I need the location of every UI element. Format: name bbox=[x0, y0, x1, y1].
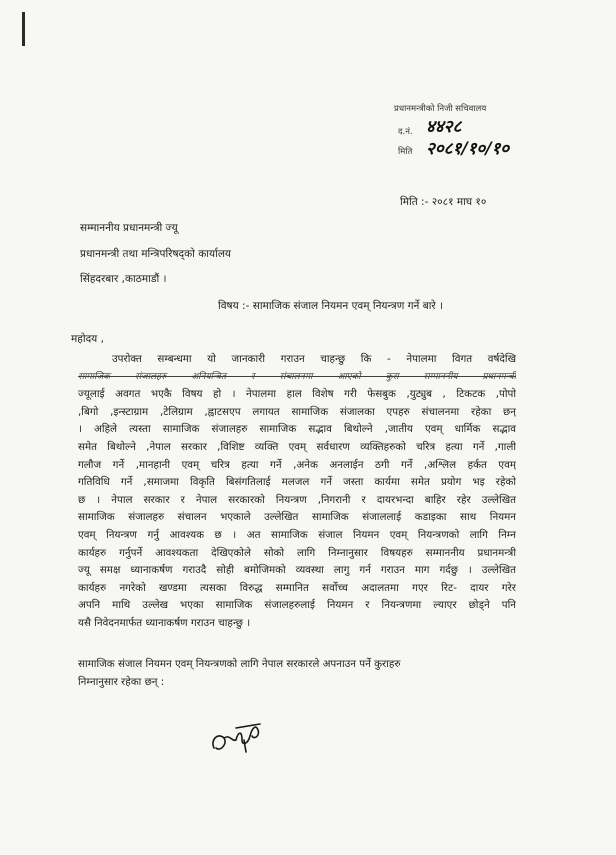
recipient-office: प्रधानमन्त्री तथा मन्त्रिपरिषद्को कार्यालय bbox=[80, 248, 232, 260]
body-line: समेत बिथोल्ने ,नेपाल सरकार ,विशिष्ट व्यक्ति एवम् सर्वधारण व्यक्तिहरुको चरित्र हत्या गर्ने ,गाली bbox=[78, 440, 516, 453]
closing-paragraph bbox=[78, 655, 516, 691]
body-line: कार्यहरु नगरेको खण्डमा त्यसका विरुद्ध सम्मानित सर्वोच्च अदालतमा गएर रिट- दायर गरेर bbox=[78, 581, 516, 594]
body-line: यसै निवेदनमार्फत ध्यानाकर्षण गराउन चाहन्छु । bbox=[78, 616, 251, 629]
body-line: ज्यूलाई अवगत भएकै विषय हो । नेपालमा हाल विशेष गरी फेसबुक ,युट्युब , टिकटक ,पोपो bbox=[78, 388, 516, 401]
body-line: उपरोक्त सम्बन्धमा यो जानकारी गराउन चाहन्छु कि - नेपालमा विगत वर्षदेखि bbox=[112, 353, 516, 365]
body-line: छ । नेपाल सरकार र नेपाल सरकारको नियन्त्रण ,निगरानी र दायरभन्दा बाहिर रहेर उल्लेखित bbox=[78, 493, 516, 506]
body-line: ज्यू समक्ष ध्यानाकर्षण गराउदै सोही बमोजिमको व्यवस्था लागु गर्न गराउन माग गर्दछु । उल्लेखित bbox=[78, 564, 516, 577]
stamp-darta-number: ४४२८ bbox=[426, 117, 462, 137]
body-line: गतिविधि गर्ने ,समाजमा विकृति बिसंगतिलाई मलजल गर्ने जस्ता कार्यमा समेत प्रयोग भइ रहेको bbox=[78, 476, 516, 489]
body-line: ,बिगो ,इन्स्टाग्राम ,टेलिग्राम ,ह्वाटसएप लगायत सामाजिक संजालका एपहरु संचालनमा रहेका छन् bbox=[78, 405, 516, 418]
body-line: अपनि माथि उल्लेख भएका सामाजिक संजालहरुलाई नियमन र नियन्त्रणमा ल्याएर छोड्ने पनि bbox=[78, 599, 516, 612]
body-line: कार्यहरु गर्नुपर्ने आवश्यकता देखिएकोले सोको लागि निम्नानुसार विषयहरु सम्माननीय प्रधानमन्त्री bbox=[78, 546, 516, 559]
body-line-struck: सामाजिक संजालहरु अनियन्त्रित र संचालनमा आएको कुरा सम्माननीय प्रधानमन्त्री bbox=[78, 371, 516, 382]
closing-line: निम्नानुसार रहेका छन् : bbox=[78, 676, 165, 688]
body-line: एवम् नियन्त्रण गर्नु आवश्यक छ । अत सामाजिक संजाल नियमन एवम् नियन्त्रणको लागि निम्न bbox=[78, 528, 516, 541]
stamp-office: प्रधानमन्त्रीको निजी सचिवालय bbox=[394, 104, 487, 114]
recipient-title: सम्माननीय प्रधानमन्त्री ज्यू bbox=[80, 222, 178, 234]
received-stamp bbox=[394, 103, 544, 161]
salutation: महोदय , bbox=[71, 333, 104, 345]
letter-body bbox=[78, 351, 516, 633]
corner-mark bbox=[22, 12, 25, 46]
handwritten-signature bbox=[208, 718, 266, 760]
body-line: सामाजिक संजालहरु संचालन भएकाले उल्लेखित सामाजिक संजाललाई कडाइका साथ नियमन bbox=[78, 511, 516, 524]
stamp-date-label: मिति bbox=[398, 147, 413, 157]
stamp-date-value: २०८१/१०/१० bbox=[426, 139, 510, 159]
recipient-address: सिंहदरबार ,काठमाडौं । bbox=[80, 273, 167, 285]
body-line: गलौज गर्ने ,मानहानी एवम् चरित्र हत्या गर्ने ,अनेक अनलाईन ठगी गर्ने ,अश्लिल हर्कत एवम् bbox=[78, 458, 516, 471]
closing-line: सामाजिक संजाल नियमन एवम् नियन्त्रणको लागि नेपाल सरकारले अपनाउन पर्ने कुराहरु bbox=[78, 658, 401, 670]
body-line: । अहिले त्यस्ता सामाजिक संजालहरु सामाजिक सद्भाव बिथोल्ने ,जातीय एवम् धार्मिक सद्भाव bbox=[78, 423, 516, 436]
letter-subject: विषय :- सामाजिक संजाल नियमन एवम् नियन्त्रण गर्ने बारे । bbox=[218, 300, 444, 312]
letter-date: मिति :- २०८१ माघ १० bbox=[400, 196, 487, 208]
stamp-darta-label: द.नं. bbox=[398, 127, 413, 137]
